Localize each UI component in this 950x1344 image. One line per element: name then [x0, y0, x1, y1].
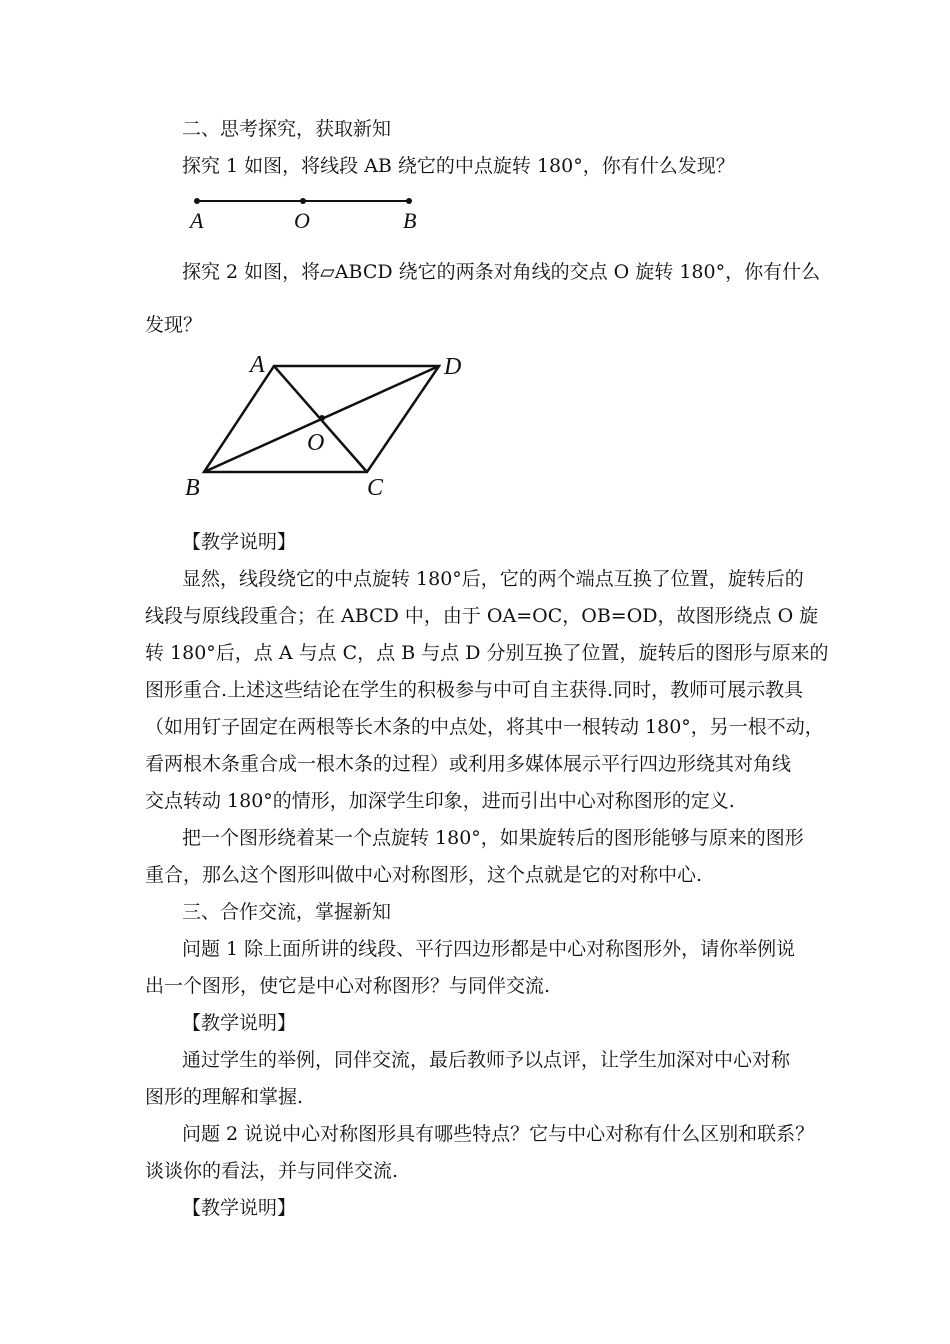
point-b [406, 198, 412, 204]
label-b: B [403, 208, 417, 233]
label-d: D [444, 354, 462, 380]
question-1-line-2: 出一个图形，使它是中心对称图形？与同伴交流. [145, 975, 551, 997]
section-heading-explore: 二、思考探究，获取新知 [182, 118, 392, 140]
question-2-line-2: 谈谈你的看法，并与同伴交流. [145, 1160, 399, 1182]
teaching-note-line-5: （如用钉子固定在两根等长木条的中点处，将其中一根转动 180°，另一根不动， [145, 716, 824, 738]
label-o: O [294, 208, 310, 233]
label-o: O [307, 430, 325, 456]
section-heading-cooperate: 三、合作交流，掌握新知 [182, 901, 392, 923]
teaching-note-line-1: 显然，线段绕它的中点旋转 180°后，它的两个端点互换了位置，旋转后的 [182, 568, 804, 590]
explore-2-text-line1: 探究 2 如图，将▱ABCD 绕它的两条对角线的交点 O 旋转 180°，你有什么 [182, 261, 821, 283]
definition-line-2: 重合，那么这个图形叫做中心对称图形，这个点就是它的对称中心. [145, 864, 703, 886]
point-o-center [319, 415, 325, 421]
label-a: A [190, 208, 204, 233]
definition-line-1: 把一个图形绕着某一个点旋转 180°，如果旋转后的图形能够与原来的图形 [182, 827, 804, 849]
teaching-note-heading-1: 【教学说明】 [182, 531, 297, 553]
teaching-note-line-2: 线段与原线段重合；在 ABCD 中，由于 OA=OC，OB=OD，故图形绕点 O 旋 [145, 605, 819, 627]
teaching-note-2-line-1: 通过学生的举例，同伴交流，最后教师予以点评，让学生加深对中心对称 [182, 1049, 791, 1071]
teaching-note-line-6: 看两根木条重合成一根木条的过程）或利用多媒体展示平行四边形绕其对角线 [145, 753, 792, 775]
point-o [300, 198, 306, 204]
teaching-note-line-4: 图形重合.上述这些结论在学生的积极参与中可自主获得.同时，教师可展示教具 [145, 679, 804, 701]
teaching-note-2-line-2: 图形的理解和掌握. [145, 1086, 304, 1108]
point-a [194, 198, 200, 204]
question-2-line-1: 问题 2 说说中心对称图形具有哪些特点？它与中心对称有什么区别和联系？ [182, 1123, 815, 1145]
question-1-line-1: 问题 1 除上面所讲的线段、平行四边形都是中心对称图形外，请你举例说 [182, 938, 796, 960]
label-c: C [367, 475, 384, 501]
parallelogram-figure [180, 348, 480, 508]
label-b: B [185, 475, 200, 501]
explore-1-text: 探究 1 如图，将线段 AB 绕它的中点旋转 180°，你有什么发现？ [182, 155, 735, 177]
teaching-note-line-7: 交点转动 180°的情形，加深学生印象，进而引出中心对称图形的定义. [145, 790, 735, 812]
segment-ab-figure [185, 188, 425, 236]
teaching-note-heading-2: 【教学说明】 [182, 1012, 297, 1034]
explore-2-text-line2: 发现？ [145, 314, 203, 336]
teaching-note-heading-3: 【教学说明】 [182, 1197, 297, 1219]
teaching-note-line-3: 转 180°后，点 A 与点 C，点 B 与点 D 分别互换了位置，旋转后的图形与原来的 [145, 642, 829, 664]
label-a: A [250, 352, 265, 378]
